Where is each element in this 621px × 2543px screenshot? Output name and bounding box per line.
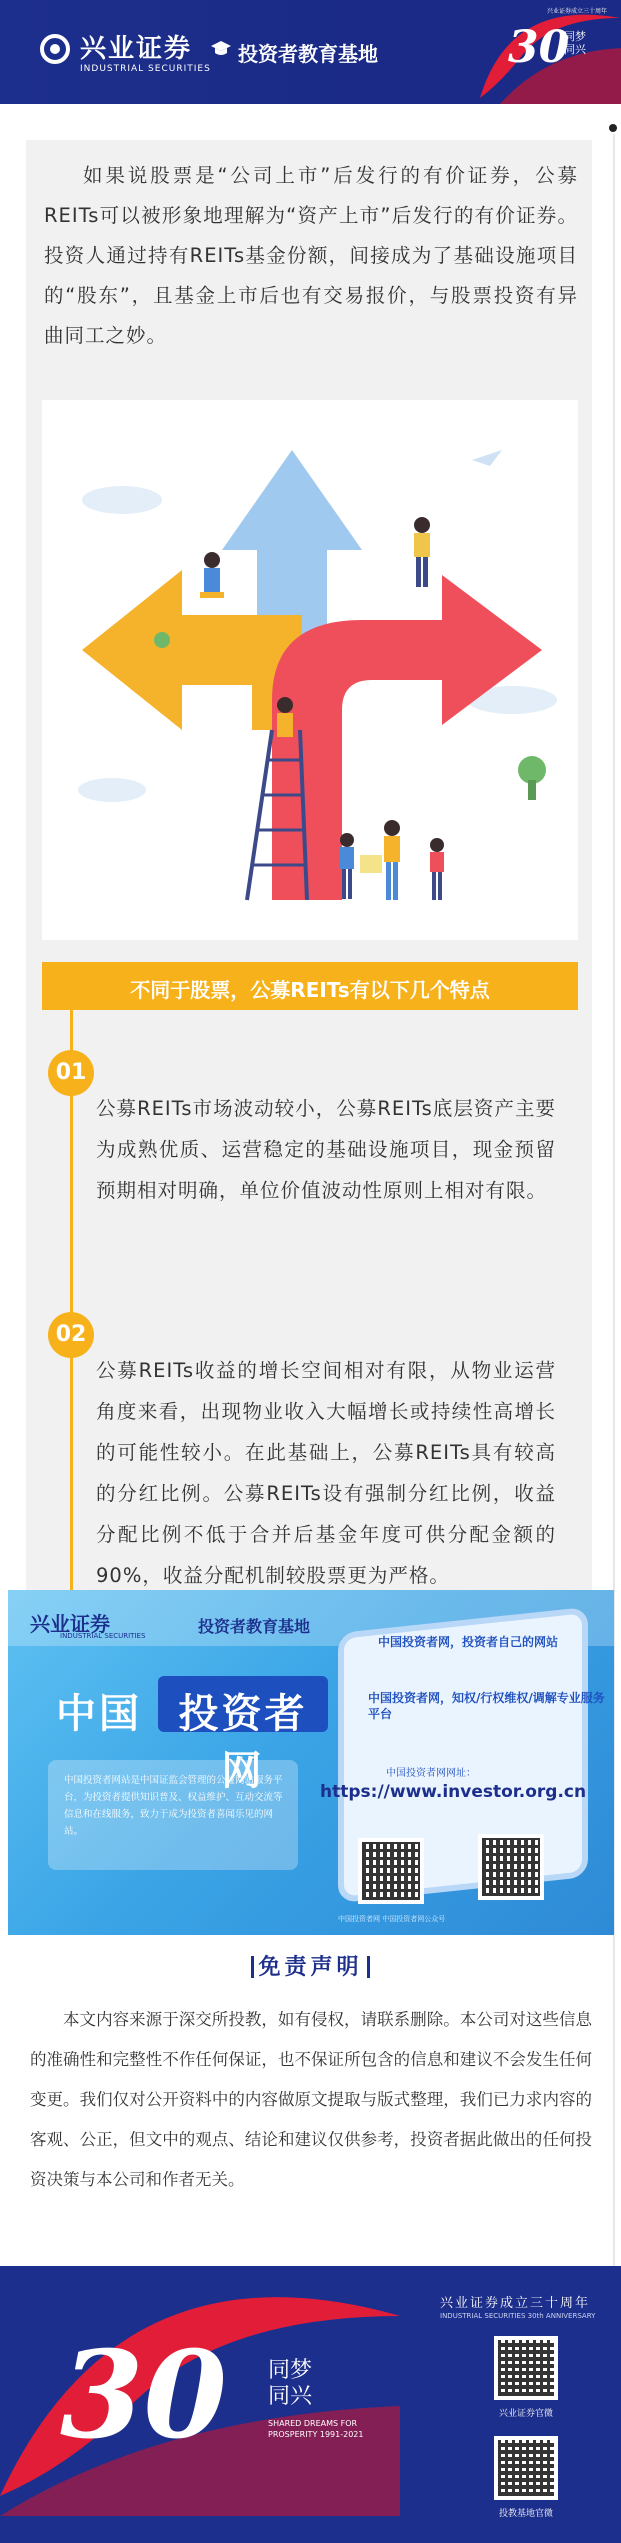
feature-number-2: 02	[48, 1312, 94, 1358]
intro-paragraph: 如果说股票是“公司上市”后发行的有价证券，公募REITs可以被形象地理解为“资产上市”后发行的有价证券。投资人通过持有REITs基金份额，间接成为了基础设施项目的“股东”，且基金上市后也有交易报价，与股票投资有异曲同工之妙。	[44, 164, 578, 347]
edu-base-title: 投资者教育基地	[238, 42, 378, 66]
banner-footnote: 中国投资者网 中国投资者网公众号	[338, 1915, 446, 1923]
banner-url-label: 中国投资者网网址：	[386, 1768, 476, 1779]
footer-anniversary-number: 30	[60, 2325, 227, 2466]
banner-base: 投资者教育基地	[198, 1617, 311, 1636]
scrollbar-thumb[interactable]	[609, 124, 617, 132]
anniversary-caption: 兴业证券成立三十周年	[546, 8, 607, 15]
banner-description: 中国投资者网站是中国证监会管理的公益网站服务平台，为投资者提供知识普及、权益维护、互动交流等信息和在线服务，致力于成为投资者喜闻乐见的网站。	[64, 1775, 283, 1837]
brand-name-en: INDUSTRIAL SECURITIES	[80, 64, 211, 74]
qr-code-icon	[478, 1834, 544, 1900]
banner-url-link[interactable]: https://www.investor.org.cn	[320, 1782, 587, 1802]
banner-bubble-2: 中国投资者网，知权/行权维权/调解专业服务平台	[368, 1691, 605, 1721]
footer-anniversary-en: INDUSTRIAL SECURITIES 30th ANNIVERSARY	[440, 2312, 596, 2320]
disclaimer-title-text: 免责声明	[258, 1955, 363, 1980]
footer-banner	[0, 2266, 621, 2543]
anniversary-number: 30	[508, 22, 570, 73]
header-banner	[0, 0, 621, 104]
graduation-cap-icon	[210, 40, 232, 58]
feature-text-2: 公募REITs收益的增长空间相对有限，从物业运营角度来看，出现物业收入大幅增长或持续性高增长的可能性较小。在此基础上，公募REITs具有较高的分红比例。公募REITs设有强制分红比例，收益分配比例不低于合并后基金年度可供分配金额的90%，收益分配机制较股票更为严格。	[96, 1359, 556, 1587]
feature-number-1: 01	[48, 1050, 94, 1096]
brand-name: 兴业证券	[80, 34, 193, 64]
footer-slogan-en: SHARED DREAMS FOR PROSPERITY 1991-2021	[268, 2419, 364, 2439]
disclaimer-title	[0, 1950, 621, 1981]
feature-text-1: 公募REITs市场波动较小，公募REITs底层资产主要为成熟优质、运营稳定的基础设施项目，现金预留预期相对明确，单位价值波动性原则上相对有限。	[96, 1097, 556, 1202]
crossroads-arrows-illustration	[42, 400, 578, 940]
investor-network-banner[interactable]	[8, 1590, 614, 1935]
qr-label-official: 兴业证券官微	[498, 2409, 553, 2419]
banner-bubble-1: 中国投资者网，投资者自己的网站	[378, 1635, 559, 1649]
disclaimer-body: 本文内容来源于深交所投教，如有侵权，请联系删除。本公司对这些信息的准确性和完整性不作任何保证，也不保证所包含的信息和建议不会发生任何变更。我们仅对公开资料中的内容做原文提取与版式整理，我们已力求内容的客观、公正，但文中的观点、结论和建议仅供参考，投资者据此做出的任何投资决策与本公司和作者无关。	[30, 2010, 592, 2189]
timeline-line	[70, 1010, 73, 1590]
footer-anniversary: 兴业证券成立三十周年	[440, 2296, 591, 2311]
banner-title: 投资者网	[178, 1691, 308, 1794]
qr-code-icon	[358, 1838, 424, 1904]
footer-slogan: 同梦 同兴	[268, 2358, 313, 2409]
banner-logo-en: INDUSTRIAL SECURITIES	[60, 1632, 146, 1640]
qr-code-icon	[494, 2336, 558, 2400]
qr-label-edu: 投教基地官微	[498, 2509, 553, 2519]
banner-title-box	[158, 1676, 328, 1794]
industrial-securities-logo-icon	[40, 34, 70, 64]
features-heading-bar	[42, 962, 578, 1010]
banner-logo: 兴业证券	[30, 1612, 110, 1636]
anniversary-slogan: 同梦 同兴	[564, 30, 586, 56]
banner-title-prefix: 中国	[56, 1691, 142, 1737]
features-heading: 不同于股票，公募REITs有以下几个特点	[130, 978, 490, 1002]
scrollbar-track[interactable]	[613, 134, 615, 2534]
qr-code-icon	[494, 2436, 558, 2500]
